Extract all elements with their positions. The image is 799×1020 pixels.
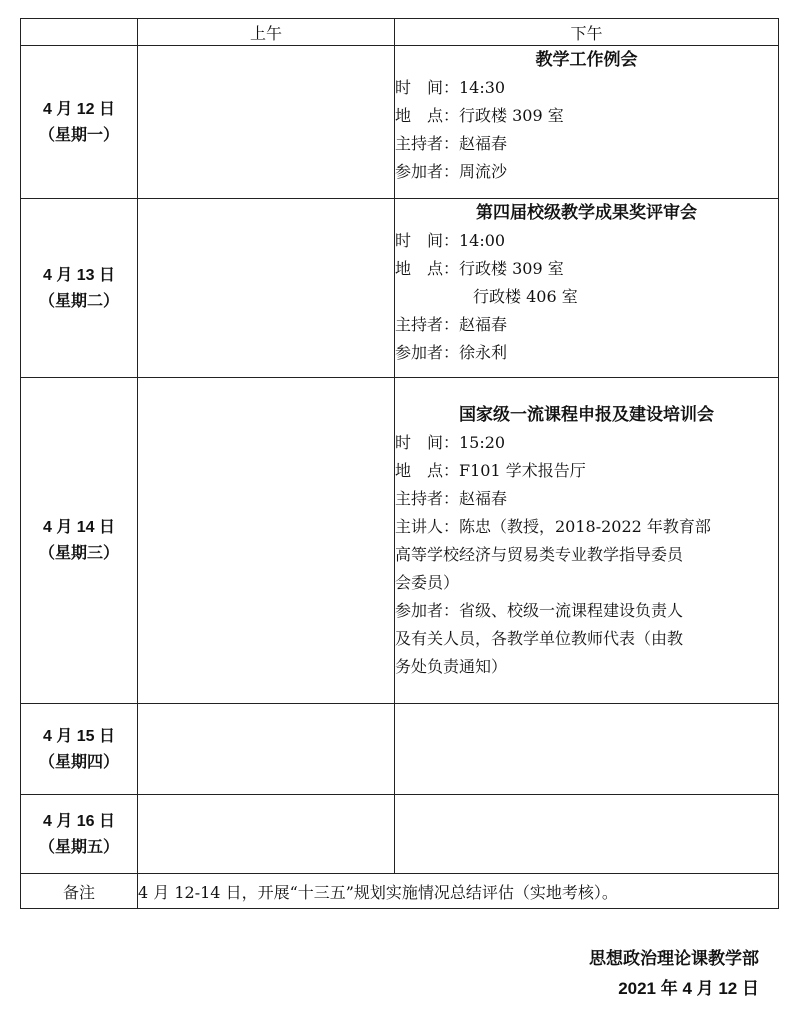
event-title: 第四届校级教学成果奖评审会 xyxy=(476,203,697,223)
event-place-secondary: 行政楼 406 室 xyxy=(473,287,578,306)
am-cell xyxy=(138,378,395,704)
day-weekday: （星期四） xyxy=(38,753,119,771)
pm-cell xyxy=(395,46,779,199)
day-weekday: （星期五） xyxy=(38,838,119,856)
day-date: 4 月 14 日 xyxy=(42,519,116,536)
event-participants: 参加者：徐永利 xyxy=(395,343,508,362)
day-weekday: （星期三） xyxy=(38,545,119,562)
am-cell xyxy=(138,199,395,378)
am-cell xyxy=(138,46,395,199)
event-time: 时 间：14:00 xyxy=(395,231,506,250)
pm-cell xyxy=(395,199,779,378)
day-cell xyxy=(21,46,138,199)
header-row xyxy=(21,19,779,46)
event-place: 地 点：F101 学术报告厅 xyxy=(395,460,586,480)
day-weekday: （星期二） xyxy=(38,292,119,310)
table-row xyxy=(21,795,779,874)
event-participants-cont: 及有关人员，各教学单位教师代表（由教 xyxy=(395,628,684,648)
event-participants: 参加者：省级、校级一流课程建设负责人 xyxy=(395,600,684,620)
day-weekday: （星期一） xyxy=(38,126,119,144)
day-cell xyxy=(21,704,138,795)
event-speaker: 主讲人：陈忠（教授，2018-2022 年教育部 xyxy=(395,516,711,536)
table-row xyxy=(21,704,779,795)
day-date: 4 月 13 日 xyxy=(42,266,116,284)
event-participants-cont: 务处负责通知） xyxy=(395,656,508,676)
header-blank-cell xyxy=(21,19,138,46)
document-date: 2021 年 4 月 12 日 xyxy=(618,979,759,998)
note-label: 备注 xyxy=(21,874,138,909)
event-place: 地 点：行政楼 309 室 xyxy=(395,106,564,125)
day-date: 4 月 16 日 xyxy=(42,812,116,830)
note-text: 4 月 12-14 日，开展“十三五”规划实施情况总结评估（实地考核）。 xyxy=(138,874,779,909)
event-speaker-cont: 高等学校经济与贸易类专业教学指导委员 xyxy=(395,544,684,564)
event-host: 主持者：赵福春 xyxy=(395,315,508,334)
event-participants: 参加者：周流沙 xyxy=(395,162,508,181)
event-place: 地 点：行政楼 309 室 xyxy=(395,259,564,278)
schedule-table xyxy=(20,18,779,909)
pm-cell xyxy=(395,378,779,704)
day-cell xyxy=(21,199,138,378)
header-am: 上午 xyxy=(138,19,395,46)
event-title: 教学工作例会 xyxy=(535,50,638,70)
am-cell xyxy=(138,704,395,795)
table-row xyxy=(21,378,779,704)
department-name: 思想政治理论课教学部 xyxy=(589,949,759,968)
event-speaker-cont: 会委员） xyxy=(395,572,460,592)
signature-block xyxy=(589,944,759,1004)
day-date: 4 月 15 日 xyxy=(42,727,116,745)
table-row xyxy=(21,46,779,199)
event-time: 时 间：14:30 xyxy=(395,78,506,97)
pm-cell xyxy=(395,704,779,795)
day-date: 4 月 12 日 xyxy=(42,100,116,118)
event-host: 主持者：赵福春 xyxy=(395,488,508,508)
event-title: 国家级一流课程申报及建设培训会 xyxy=(459,404,714,425)
pm-cell xyxy=(395,795,779,874)
event-time: 时 间：15:20 xyxy=(395,432,506,452)
note-row xyxy=(21,874,779,909)
event-host: 主持者：赵福春 xyxy=(395,134,508,153)
am-cell xyxy=(138,795,395,874)
table-row xyxy=(21,199,779,378)
day-cell xyxy=(21,795,138,874)
day-cell xyxy=(21,378,138,704)
header-pm: 下午 xyxy=(395,19,779,46)
